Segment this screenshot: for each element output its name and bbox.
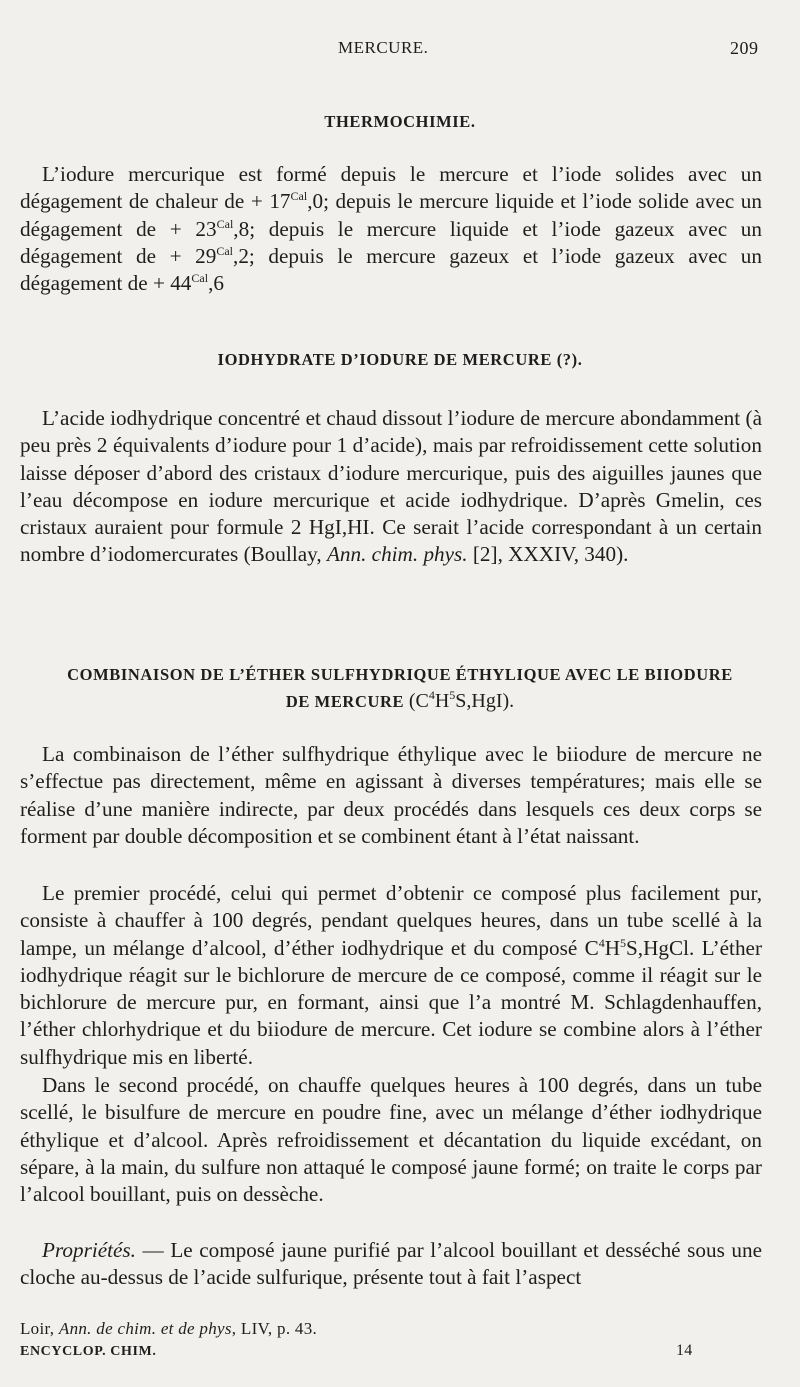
paragraph-combinaison-1: La combinaison de l’éther sulfhydrique éthylique avec le biiodure de mercure ne s’effectue pas directement, même en agissant à diverses températures; mais elle se réalise d’une manière indirecte, par deux procédés dans lesquels ces deux corps se forment par double décomposition et se combinent étant à l’état naissant.: [20, 742, 762, 848]
paragraph-thermochimie: L’iodure mercurique est formé depuis le mercure et l’iode solides avec un dégagement de chaleur de + $17^{Cal},0$; depuis le mercure liquide et l’iode solide avec un dégagement de + $23^{Cal},8$; depuis le mercure liquide et l’iode gazeux avec un dégagement de + $29^{Cal},2$; depuis le mercure gazeux et l’iode gazeux avec un dégagement de + $44^{Cal},6$: [20, 162, 762, 296]
signature-number: 14: [676, 1342, 693, 1359]
footnote: Loir, Ann. de chim. et de phys, LIV, p. 43.: [20, 1319, 318, 1338]
page-number: 209: [730, 38, 759, 58]
proprietes-label: Propriétés.: [42, 1238, 136, 1262]
running-title: MERCURE.: [338, 38, 429, 57]
paragraph-proprietes: Propriétés. — Le composé jaune purifié par l’alcool bouillant et desséché sous une cloche au-dessus de l’acide sulfurique, présente tout à fait l’aspect: [20, 1238, 763, 1290]
signature-mark: ENCYCLOP. CHIM.: [20, 1344, 157, 1359]
section-heading-thermochimie: THERMOCHIMIE.: [324, 112, 476, 131]
paragraph-combinaison-3: Dans le second procédé, on chauffe quelques heures à 100 degrés, dans un tube scellé, le bisulfure de mercure en poudre fine, avec un mélange d’éther iodhydrique éthylique et d’alcool. Après refroidissement et décantation du liquide excédant, on sépare, à la main, du sulfure non attaqué le composé jaune formé; on traite le corps par l’alcool bouillant, puis on dessèche.: [20, 1073, 762, 1207]
section-heading-combinaison-line2: DE MERCURE $(C^4H^5S,HgI)$.: [285, 688, 515, 712]
section-heading-combinaison-line1: COMBINAISON DE L’ÉTHER SULFHYDRIQUE ÉTHYLIQUE AVEC LE BIIODURE: [67, 665, 733, 684]
section-heading-iodhydrate: IODHYDRATE D’IODURE DE MERCURE (?).: [217, 350, 583, 369]
paragraph-iodhydrate: L’acide iodhydrique concentré et chaud dissout l’iodure de mercure abondamment (à peu près 2 équivalents d’iodure pour 1 d’acide), mais par refroidissement cette solution laisse déposer d’abord des cristaux d’iodure mercurique, puis des aiguilles jaunes que l’eau décompose en iodure mercurique et acide iodhydrique. D’après Gmelin, ces cristaux auraient pour formule 2 HgI,HI. Ce serait l’acide correspondant à un certain nombre d’iodomercurates (Boullay, Ann. chim. phys. [2], XXXIV, 340).: [20, 406, 762, 567]
paragraph-combinaison-2: Le premier procédé, celui qui permet d’obtenir ce composé plus facilement pur, consiste à chauffer à 100 degrés, pendant quelques heures, dans un tube scellé à la lampe, un mélange d’alcool, d’éther iodhydrique et du composé $C^4H^5S,HgCl$. L’éther iodhydrique réagit sur le bichlorure de mercure de ce composé, comme il réagit sur le bichlorure de mercure pur, en formant, ainsi que l’a montré M. Schlagdenhauffen, l’éther chlorhydrique et du biiodure de mercure. Cet iodure se combine alors à l’éther sulfhydrique mis en liberté.: [20, 881, 762, 1069]
